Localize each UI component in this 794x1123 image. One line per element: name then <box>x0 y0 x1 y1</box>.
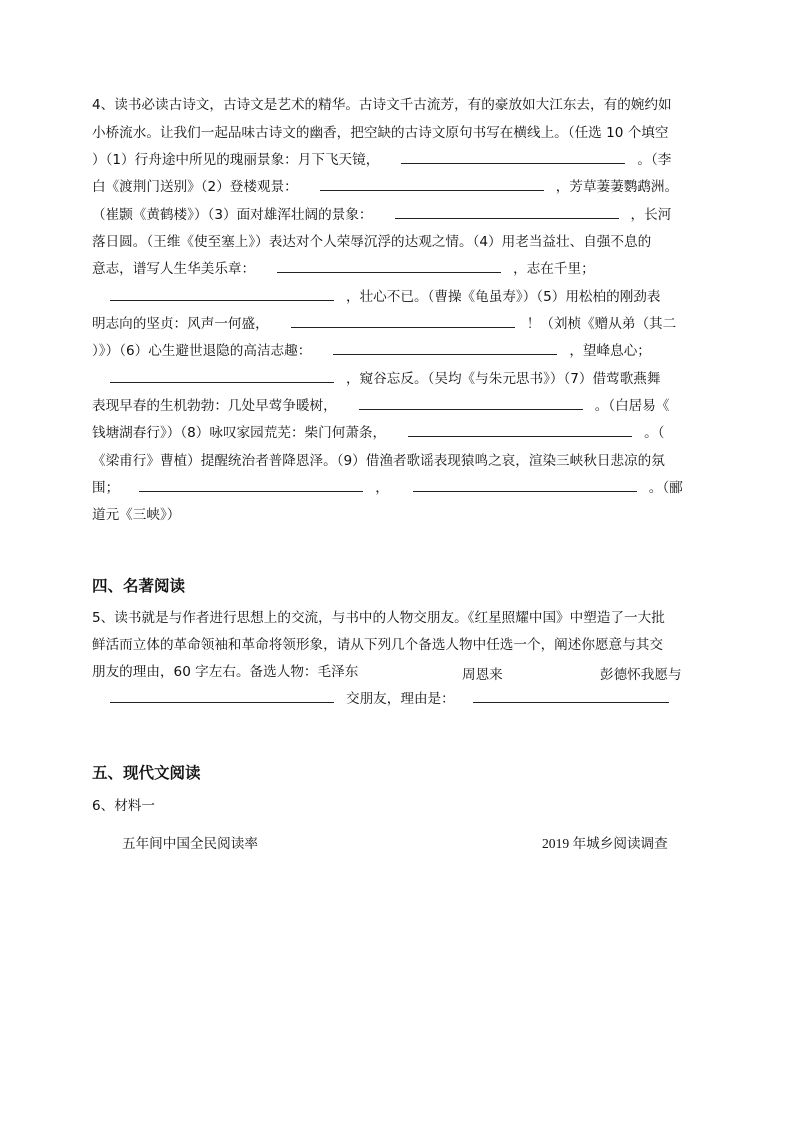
q4-text: 。（ <box>644 425 665 441</box>
q4-text: ）（1）行舟途中所见的瑰丽景象：月下飞天镜， <box>92 152 380 168</box>
section-heading-modern-reading: 五、现代文阅读 <box>92 764 201 782</box>
answer-blank-2[interactable] <box>320 178 544 191</box>
q4-line-13 <box>92 424 665 442</box>
answer-blank-9[interactable] <box>359 397 583 410</box>
answer-blank-12[interactable] <box>413 479 637 492</box>
q4-text: ！（刘桢《赠从弟（其二 <box>526 316 677 332</box>
q6-text: 6、材料一 <box>92 798 156 814</box>
q5-line-2 <box>92 636 663 654</box>
q5-line-3 <box>92 663 358 681</box>
q4-text: 明志向的坚贞：风声一何盛， <box>92 316 269 332</box>
q6-line-1 <box>92 797 155 815</box>
q4-line-3 <box>92 151 671 169</box>
q4-text: 小桥流水。让我们一起品味古诗文的幽香，把空缺的古诗文原句书写在横线上。（任选 10 个填空 <box>92 125 669 141</box>
answer-blank-10[interactable] <box>408 424 632 437</box>
answer-blank-3[interactable] <box>395 206 619 219</box>
q4-text: 。（白居易《 <box>594 398 670 414</box>
q4-line-5 <box>92 206 671 224</box>
q4-line-14 <box>92 452 665 470</box>
q4-line-16 <box>92 506 180 524</box>
q4-line-6 <box>92 233 651 251</box>
answer-blank-4[interactable] <box>277 260 501 273</box>
q4-line-4 <box>92 178 678 196</box>
q4-text: ，望峰息心； <box>569 343 651 359</box>
answer-blank-1[interactable] <box>401 151 625 164</box>
q4-text: ，窥谷忘反。（吴均《与朱元思书》）（7）借莺歌燕舞 <box>346 371 661 387</box>
q4-text: 。（郦 <box>648 480 683 496</box>
candidate-peng-dehuai: 彭德怀我愿与 <box>600 667 682 683</box>
q4-text: 钱塘湖春行》）（8）咏叹家园荒芜：柴门何萧条， <box>92 425 387 441</box>
q5-text: 鲜活而立体的革命领袖和革命将领形象，请从下列几个备选人物中任选一个，阐述你愿意与其交 <box>92 637 663 653</box>
q4-text: 意志，谱写人生华美乐章： <box>92 261 256 277</box>
q4-line-2 <box>92 124 668 142</box>
q4-line-10 <box>92 342 651 360</box>
q4-text: 。（李 <box>637 152 672 168</box>
q5-text: 5、读书就是与作者进行思想上的交流，与书中的人物交朋友。《红星照耀中国》中塑造了一大批 <box>92 610 665 626</box>
chart-title-reading-rate: 五年间中国全民阅读率 <box>122 836 258 852</box>
q5-line-1 <box>92 609 665 627</box>
q4-text: ）》）（6）心生避世退隐的高洁志趣： <box>92 343 312 359</box>
chart-title-urban-rural-survey: 2019 年城乡阅读调查 <box>542 836 668 851</box>
q4-text: ，志在千里； <box>513 261 595 277</box>
q4-text: 表现早春的生机勃勃：几处早莺争暖树， <box>92 398 337 414</box>
q4-text: （崔颢《黄鹤楼》）（3）面对雄浑壮阔的景象： <box>92 207 373 223</box>
q4-text: 白《渡荆门送别》（2）登楼观景： <box>92 179 298 195</box>
q4-text: ，壮心不已。（曹操《龟虽寿》）（5）用松柏的刚劲表 <box>346 289 661 305</box>
q4-line-9 <box>92 315 676 333</box>
answer-blank-6[interactable] <box>291 315 515 328</box>
answer-blank-8[interactable] <box>110 370 334 383</box>
q4-line-15 <box>92 479 683 497</box>
q4-line-12 <box>92 397 669 415</box>
q4-text: 《梁甫行》曹植）提醒统治者普降恩泽。（9）借渔者歌谣表现猿鸣之哀，渲染三峡秋日悲凉的氛 <box>92 453 665 469</box>
q4-line-7 <box>92 260 595 278</box>
q4-text: 4、读书必读古诗文，古诗文是艺术的精华。古诗文千古流芳，有的豪放如大江东去，有的婉约如 <box>92 97 672 113</box>
q4-text: ，长河 <box>630 207 672 223</box>
q4-line-8 <box>110 288 661 306</box>
q4-text: 道元《三峡》） <box>92 507 181 523</box>
q4-text: ， <box>375 480 389 496</box>
q5-line-4 <box>110 690 669 708</box>
answer-blank-7[interactable] <box>333 342 557 355</box>
q5-text: 朋友的理由，60 字左右。备选人物：毛泽东 <box>92 664 359 680</box>
q4-text: ，芳草萋萋鹦鹉洲。 <box>555 179 679 195</box>
answer-blank-5[interactable] <box>110 288 334 301</box>
friend-name-blank[interactable] <box>110 690 334 703</box>
q4-text: 围； <box>92 480 120 496</box>
reason-blank[interactable] <box>473 690 669 703</box>
q4-line-11 <box>110 370 661 388</box>
section-heading-famous-works: 四、名著阅读 <box>92 577 186 595</box>
candidate-zhou-enlai: 周恩来 <box>462 667 503 683</box>
q4-text: 落日圆。（王维《使至塞上》）表达对个人荣辱沉浮的达观之情。（4）用老当益壮、自强不息的 <box>92 234 652 250</box>
q4-line-1 <box>92 96 672 114</box>
answer-blank-11[interactable] <box>139 479 363 492</box>
q5-text: 交朋友，理由是： <box>346 691 455 707</box>
